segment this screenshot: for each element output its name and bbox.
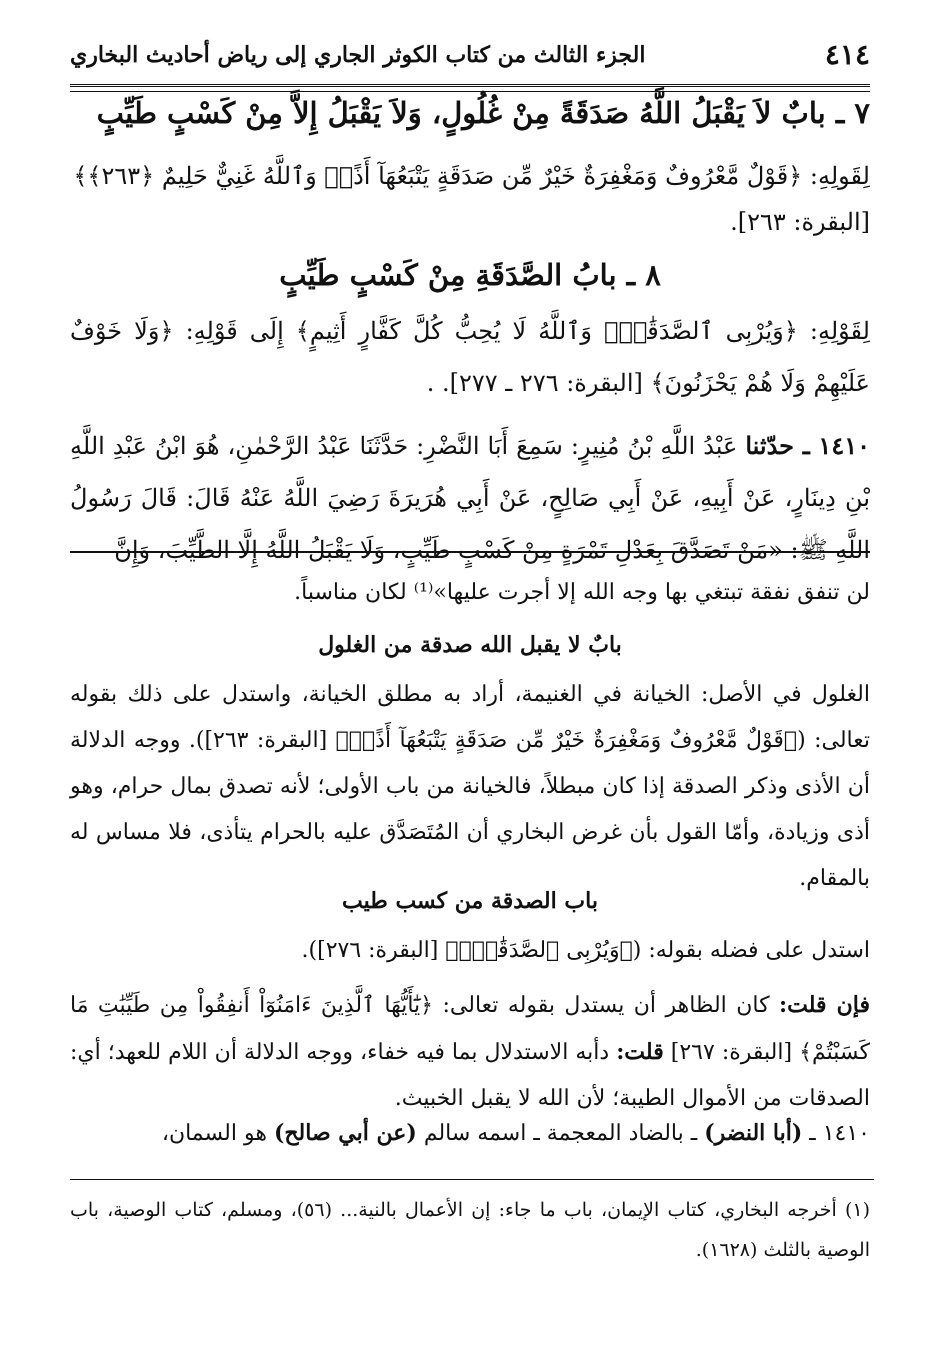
page-number: ٤١٤ [824, 38, 870, 71]
footnote-text: أخرجه البخاري، كتاب الإيمان، باب ما جاء: إن الأعمال بالنية... (٥٦)، ومسلم، كتاب الوصية، باب الوصية بالثلث (١٦٢٨). [70, 1199, 870, 1261]
para3-answer-lead: قلت: [616, 1039, 664, 1065]
commentary-continuation: لن تنفق نفقة تبتغي بها وجه الله إلا أجرت عليها»⁽¹⁾ لكان مناسباً. [294, 580, 870, 605]
hadith-number: ١٤١٠ ـ حدّثنا [745, 431, 870, 460]
chapter-8-title: ٨ ـ بابُ الصَّدَقَةِ مِنْ كَسْبٍ طَيِّبٍ [279, 258, 661, 292]
para4-number: ١٤١٠ ـ [809, 1121, 870, 1146]
chapter-7-verse [70, 150, 870, 242]
chapter-8-verse: لِقَوْلِهِ: ﴿وَيُرْبِى ٱلصَّدَقَٰتِۗ وَٱللَّهُ لَا يُحِبُّ كُلَّ كَفَّارٍ أَثِيمٍ﴾ إِلَى قَوْلِهِ: ﴿وَلَا خَوْفٌ عَلَيْهِمْ وَلَا هُمْ يَحْزَنُونَ﴾ [البقرة: ٢٧٦ ـ ٢٧٧]. . [70, 317, 870, 397]
hadith-body: عَبْدُ اللَّهِ بْنُ مُنِيرٍ: سَمِعَ أَبَا النَّضْرِ: حَدَّثَنَا عَبْدُ الرَّحْمٰنِ، هُوَ ابْنُ عَبْدِ اللَّهِ بْنِ دِينَارٍ، عَنْ أَبِيهِ، عَنْ أَبِي صَالِحٍ، عَنْ أَبِي هُرَيرَةَ رَضِيَ اللَّهُ عَنْهُ قَالَ: قَالَ رَسُولُ اللَّهِ ﷺ: «مَنْ تَصَدَّقَ بِعَدْلِ تَمْرَةٍ مِنْ كَسْبٍ طَيِّبٍ، وَلَا يَقْبَلُ اللَّهُ إِلَّا الطَّيِّبَ، وَإِنَّ [70, 432, 870, 564]
commentary-paragraph-1: الغلول في الأصل: الخيانة في الغنيمة، أراد به مطلق الخيانة، واستدل على ذلك بقوله تعالى: (﴿قَوْلٌ مَّعْرُوفٌ وَمَغْفِرَةٌ خَيْرٌ مِّن صَدَقَةٍ يَتْبَعُهَآ أَذًىۗ﴾ [البقرة: ٢٦٣]). ووجه الدلالة أن الأذى وذكر الصدقة إذا كان مبطلاً، فالخيانة من باب الأولى؛ لأنه تصدق بمال حرام، وهو أذى وزيادة، وأمّا القول بأن غرض البخاري أن المُتَصَدَّق عليه بالحرام يتأذى، فلا مساس له بالمقام. [70, 682, 870, 891]
footnote-marker: (١) [844, 1199, 870, 1221]
commentary-paragraph-2: استدل على فضله بقوله: (﴿وَيُرْبِى ٱلصَّدَقَٰتِۗ﴾ [البقرة: ٢٧٦]). [301, 938, 870, 963]
footnote [70, 1190, 870, 1270]
para4-text-2: هو السمان، [161, 1121, 267, 1146]
para4-keyword-2: (عن أبي صالح) [273, 1120, 417, 1146]
para4-keyword-1: (أبا النضر) [704, 1120, 803, 1146]
para3-question-lead: فإن قلت: [779, 992, 871, 1018]
footnote-rule [70, 1179, 874, 1180]
para3-answer: دأبه الاستدلال بما فيه خفاء، ووجه الدلالة أن اللام للعهد؛ أي: الصدقات من الأموال الطيبة؛ لأن الله لا يقبل الخبيث. [70, 1040, 870, 1111]
commentary-subheading-1: بابٌ لا يقبل الله صدقة من الغلول [318, 632, 622, 658]
chapter-7-verse-ref: [البقرة: ٢٦٣]. [730, 208, 870, 236]
para4-text-1: ـ بالضاد المعجمة ـ اسمه سالم [423, 1121, 698, 1146]
commentary-paragraph-3 [70, 982, 870, 1122]
commentary-subheading-2: باب الصدقة من كسب طيب [342, 888, 598, 914]
para3-question: كان الظاهر أن يستدل بقوله تعالى: ﴿يَٰٓأَيُّهَا ٱلَّذِينَ ءَامَنُوٓاْ أَنفِقُواْ مِن طَيِّبَٰتِ مَا كَسَبْتُمْ﴾ [البقرة: ٢٦٧] [70, 993, 870, 1065]
section-divider [70, 551, 870, 553]
commentary-paragraph-4 [70, 1110, 870, 1157]
running-header [70, 38, 870, 82]
running-title: الجزء الثالث من كتاب الكوثر الجاري إلى رياض أحاديث البخاري [70, 42, 646, 68]
header-rule [70, 84, 870, 92]
chapter-7-verse-line: لِقَولِهِ: ﴿قَوْلٌ مَّعْرُوفٌ وَمَغْفِرَةٌ خَيْرٌ مِّن صَدَقَةٍ يَتْبَعُهَآ أَذًىۗ وَٱللَّهُ غَنِيٌّ حَلِيمٌ ﴿٢٦٣﴾﴾ [73, 162, 870, 190]
chapter-7-title: ٧ ـ بابٌ لاَ يَقْبَلُ اللَّهُ صَدَقَةً مِنْ غُلُولٍ، وَلاَ يَقْبَلُ إِلاَّ مِنْ كَسْبٍ طَيِّبٍ [96, 96, 870, 130]
